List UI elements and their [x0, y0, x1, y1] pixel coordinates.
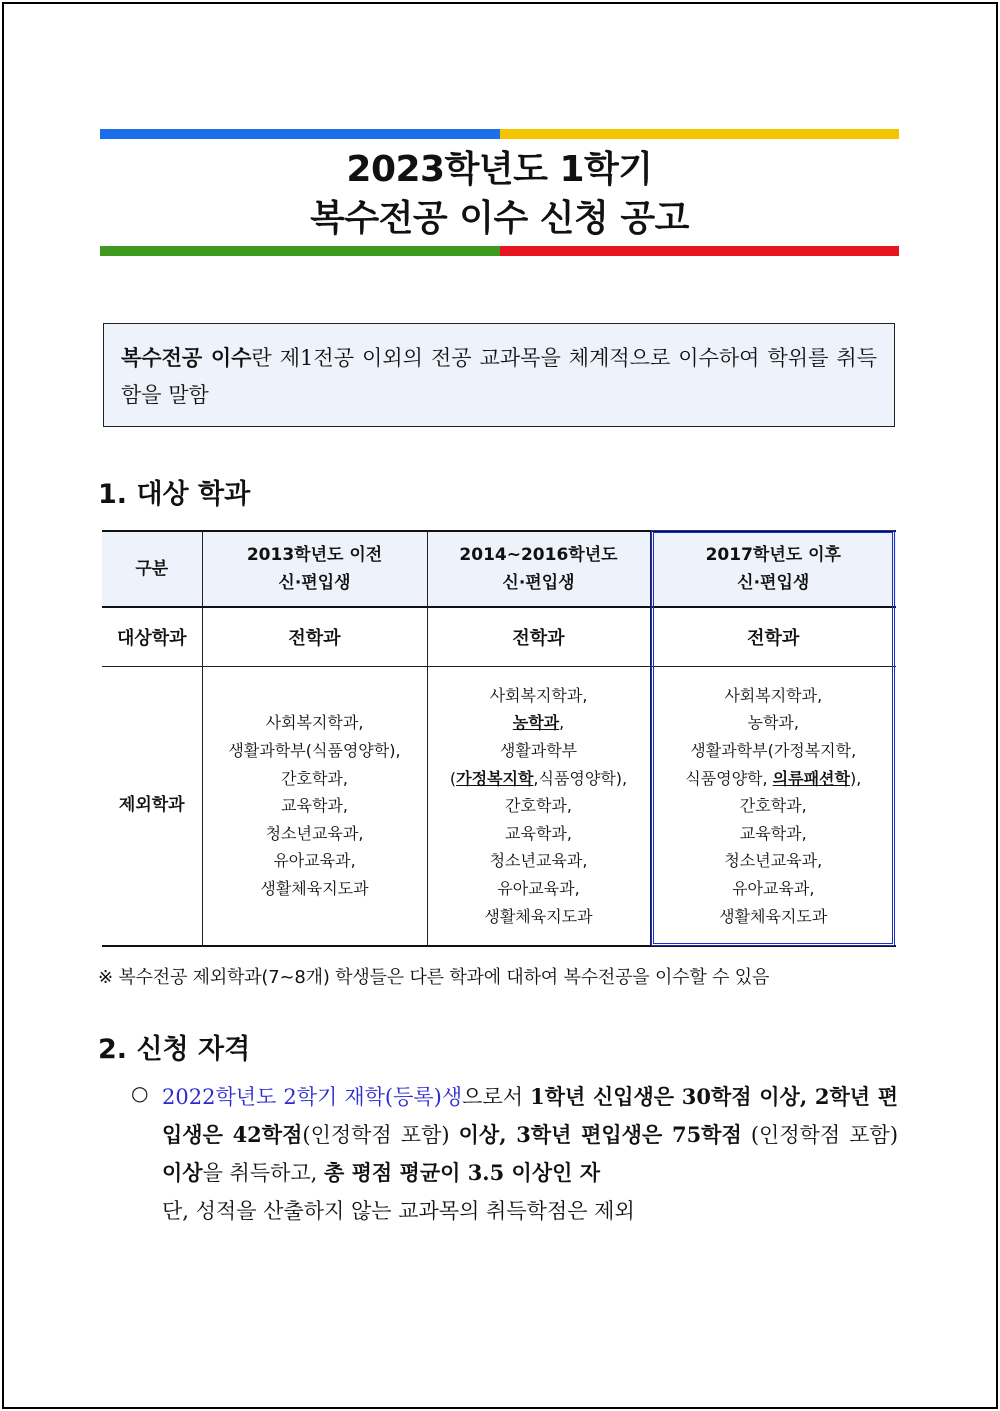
table-header-row: [102, 531, 896, 607]
bar-green-segment: [100, 246, 500, 256]
excluded-2017-cell: [650, 667, 896, 947]
table-cell: 전학과: [427, 607, 650, 667]
header-2013: [202, 531, 427, 607]
table-cell: 전학과: [650, 607, 896, 667]
excluded-2013-cell: [202, 667, 427, 947]
eligibility-term: 2022학년도 2학기 재학(등록)생: [162, 1085, 463, 1109]
para-bold: 1학년 신입생은 30학점 이상, 2학년 편입생은 42학점: [162, 1084, 898, 1147]
row-label: 대상학과: [102, 607, 202, 667]
table-row-target: [102, 607, 896, 667]
eligibility-paragraph: [162, 1078, 898, 1230]
para-bold: 총 평점 평균이 3.5 이상인 자: [324, 1160, 600, 1185]
header-text: 2014~2016학년도: [459, 545, 618, 565]
footnote: ※ 복수전공 제외학과(7~8개) 학생들은 다른 학과에 대하여 복수전공을 이수할 수 있음: [98, 967, 770, 988]
excluded-2014-2016-cell: [427, 667, 650, 947]
title-top-bar: [100, 129, 899, 139]
para-text: (인정학점 포함): [741, 1123, 899, 1147]
bar-red-segment: [500, 246, 900, 256]
dept-line: 간호학과,: [739, 796, 807, 816]
header-text: 신·편입생: [278, 573, 351, 593]
dept-line: 청소년교육과,: [724, 851, 823, 871]
dept-text: ,: [559, 713, 565, 733]
dept-line: [428, 709, 650, 737]
header-text: 2017학년도 이후: [705, 545, 841, 565]
bar-yellow-segment: [500, 129, 900, 139]
dept-text: 식품영양학,: [685, 768, 773, 788]
header-text: 신·편입생: [737, 573, 810, 593]
title-line-1: 2023학년도 1학기: [346, 149, 653, 190]
dept-line: 생활과학부(가정복지학,: [690, 741, 857, 761]
row-label: 제외학과: [102, 667, 202, 947]
header-text: 2013학년도 이전: [246, 545, 383, 565]
dept-underlined: 의류패션학: [772, 768, 850, 788]
dept-line: 생활과학부: [499, 741, 578, 761]
title-line-2: 복수전공 이수 신청 공고: [310, 198, 689, 239]
dept-text: ,식품영양학),: [533, 768, 628, 788]
target-departments-table: [102, 530, 896, 947]
dept-line: [651, 765, 897, 793]
dept-line: 농학과,: [747, 713, 799, 733]
table-row-excluded: [102, 667, 896, 947]
dept-line: 사회복지학과,: [265, 713, 364, 733]
header-2014-2016: [427, 531, 650, 607]
definition-text: 란 제1전공 이외의 전공 교과목을 체계적으로 이수하여 학위를 취득함을 말함: [121, 346, 878, 407]
para-bold: 이상, 3학년 편입생은 75학점: [458, 1122, 742, 1147]
para-bold: 이상: [162, 1160, 203, 1185]
definition-term: 복수전공 이수: [121, 345, 252, 370]
para-text: (인정학점 포함): [302, 1123, 459, 1147]
dept-line: 유아교육과,: [732, 878, 815, 898]
dept-line: 유아교육과,: [497, 878, 580, 898]
section-2-heading: 2. 신청 자격: [98, 1034, 251, 1065]
dept-line: 간호학과,: [281, 768, 348, 788]
dept-line: 생활체육지도과: [484, 906, 593, 926]
dept-line: 청소년교육과,: [265, 823, 364, 843]
dept-line: 사회복지학과,: [724, 685, 823, 705]
section-1-heading: 1. 대상 학과: [98, 479, 251, 510]
para-text: 을 취득하고,: [202, 1161, 325, 1185]
dept-line: 청소년교육과,: [489, 851, 588, 871]
page-title: [100, 145, 899, 243]
title-bottom-bar: [100, 246, 899, 256]
dept-text: ),: [849, 768, 862, 788]
dept-line: [428, 765, 650, 793]
header-category: 구분: [102, 531, 202, 607]
dept-line: 교육학과,: [505, 823, 572, 843]
dept-text: (: [449, 768, 457, 788]
dept-underlined: 가정복지학: [456, 768, 534, 788]
header-2017: [650, 531, 896, 607]
dept-underlined: 농학과: [512, 713, 560, 733]
dept-line: 생활과학부(식품영양학),: [228, 741, 401, 761]
dept-line: 교육학과,: [739, 823, 807, 843]
dept-line: 생활체육지도과: [719, 906, 828, 926]
dept-line: 생활체육지도과: [260, 878, 369, 898]
dept-line: 간호학과,: [505, 796, 572, 816]
definition-box: [103, 323, 895, 427]
bar-blue-segment: [100, 129, 500, 139]
dept-line: 사회복지학과,: [489, 685, 588, 705]
dept-line: 교육학과,: [281, 796, 348, 816]
para-text: 단, 성적을 산출하지 않는 교과목의 취득학점은 제외: [162, 1199, 635, 1223]
table-cell: 전학과: [202, 607, 427, 667]
dept-line: 유아교육과,: [273, 851, 356, 871]
bullet-circle: ○: [131, 1081, 149, 1105]
header-text: 신·편입생: [502, 573, 575, 593]
para-text: 으로서: [462, 1085, 531, 1109]
